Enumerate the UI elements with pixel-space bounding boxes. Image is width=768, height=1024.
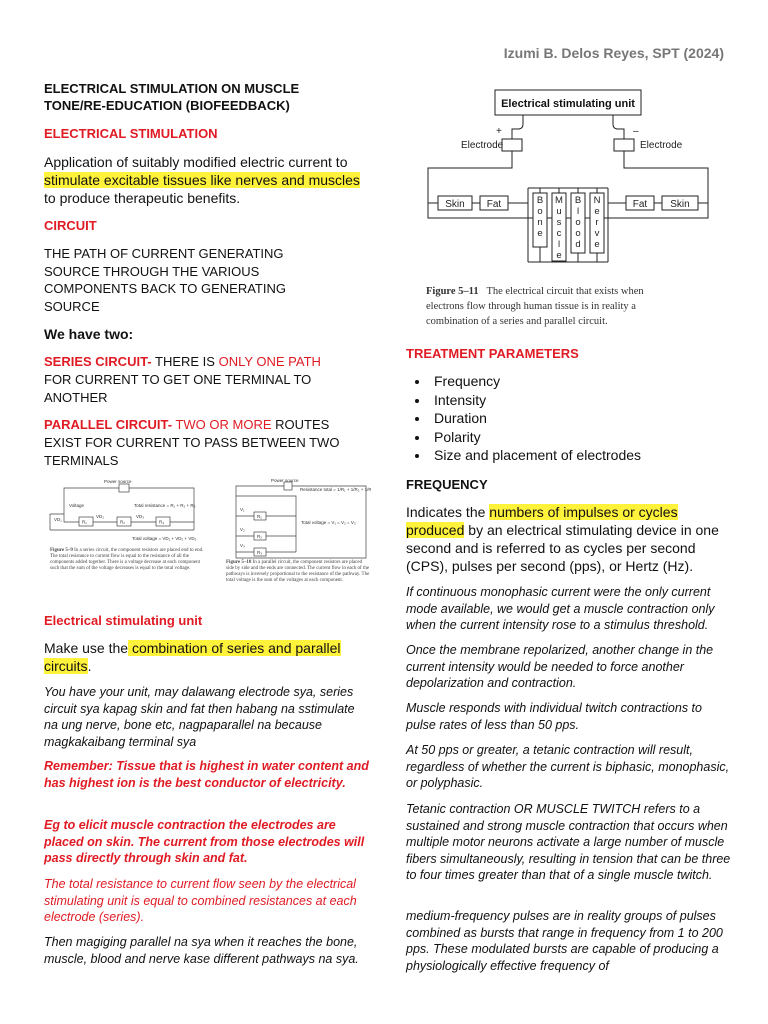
resistor-label: R₁ [257, 514, 262, 519]
note-tetanic: At 50 pps or greater, a tetanic contraction will result, regardless of whether the current is biphasic, monophasic, or polyphasic. [406, 743, 730, 790]
electrode-right [614, 139, 634, 151]
minus-sign: – [633, 126, 639, 137]
parallel-line: EXIST FOR CURRENT TO PASS BETWEEN TWO [44, 435, 340, 450]
skin-label: Skin [445, 199, 465, 210]
es-heading: ELECTRICAL STIMULATION [44, 126, 218, 141]
muscle-letter: u [556, 206, 562, 217]
parameter-item: • Intensity [430, 391, 641, 410]
esu-text-post: . [87, 658, 92, 674]
esu-highlight: circuits [44, 658, 88, 674]
plus-sign: + [496, 126, 502, 137]
parallel-text: ROUTES [271, 417, 330, 432]
figure-5-10-caption [226, 560, 371, 584]
series-line: FOR CURRENT TO GET ONE TERMINAL TO [44, 372, 312, 387]
nerve-letter: v [594, 228, 600, 239]
author-header: Izumi B. Delos Reyes, SPT (2024) [503, 45, 724, 61]
blood-letter: l [576, 206, 580, 217]
frequency-heading: FREQUENCY [406, 477, 488, 492]
caption-text: electrons flow through human tissue is in reality a [426, 301, 636, 312]
esu-text-pre: Make use the [44, 640, 129, 656]
parameter-item: • Size and placement of electrodes [430, 446, 641, 465]
circuit-line: SOURCE [44, 298, 100, 314]
vd-label: VD₂ [96, 514, 104, 519]
circuit-definition [44, 245, 369, 315]
total-resistance-note: The total resistance to current flow seen by the electrical stimulating unit is equal to combined resistances at each electrode (series). [44, 877, 357, 924]
es-def-line-3: to produce therapeutic benefits. [44, 190, 241, 206]
figure-5-11-caption [426, 284, 726, 329]
circuit-line: SOURCE THROUGH THE VARIOUS [44, 263, 260, 279]
parameter-item: • Frequency [430, 372, 641, 391]
muscle-letter: M [555, 195, 563, 206]
series-line: ANOTHER [44, 390, 108, 405]
electrode-left [502, 139, 522, 151]
electrode-label: Electrode [461, 140, 504, 151]
freq-highlight: numbers of impulses or cycles [489, 504, 678, 520]
document-title [44, 80, 369, 114]
treatment-parameters-heading: TREATMENT PARAMETERS [406, 346, 579, 361]
series-label: SERIES CIRCUIT- [44, 354, 152, 369]
resistor-label: R₃ [257, 550, 263, 555]
power-source-label: Power source [271, 478, 299, 483]
series-text: THERE IS [151, 354, 219, 369]
nerve-letter: e [594, 239, 600, 250]
parameter-item: • Duration [430, 409, 641, 428]
total-resistance-label: Resistance total = 1/R₁ + 1/R₂ + 1/R₃ [300, 487, 371, 492]
circuit-line: COMPONENTS BACK TO GENERATING [44, 281, 286, 296]
resistor-label: R₁ [82, 519, 87, 525]
bone-letter: o [537, 206, 543, 217]
parallel-red-text: TWO OR MORE [172, 417, 272, 432]
esu-heading: Electrical stimulating unit [44, 613, 203, 628]
parallel-circuit-diagram [226, 478, 371, 560]
figure-parallel-circuit [226, 478, 371, 600]
nerve-letter: r [595, 217, 599, 228]
tissue-circuit-diagram [418, 84, 730, 284]
figure-5-9-caption [50, 548, 210, 572]
es-def-line-1: Application of suitably modified electric current to [44, 154, 348, 170]
note-repolarized: Once the membrane repolarized, another change in the current intensity would be needed to force another depolarization and contraction. [406, 643, 714, 690]
skin-label: Skin [670, 199, 690, 210]
muscle-letter: l [557, 239, 561, 250]
remember-note: Remember: Tissue that is highest in water content and has highest ion is the best conductor of electricity. [44, 759, 369, 790]
frequency-definition [406, 503, 731, 575]
we-have-two: We have two: [44, 326, 134, 342]
figure-series-circuit [44, 478, 214, 598]
vd-label: VD₁ [54, 517, 62, 522]
resistor-label: R₂ [257, 534, 262, 539]
note-medium-frequency: medium-frequency pulses are in reality groups of pulses combined as bursts that range in frequency from 1 to 200 pps. These modulated bursts are capable of producing a physiologically effective frequency of [406, 909, 723, 973]
vd-label: VD₃ [136, 514, 145, 519]
taglish-note: You have your unit, may dalawang electrode sya, series circuit sya kapag skin and fat then habang na sstimulate na ung nerve, bone etc, nagpaparallel na because magkakaibang terminal sya [44, 685, 355, 749]
es-def-highlight: stimulate excitable tissues like nerves and muscles [44, 172, 360, 188]
resistor-label: R₂ [120, 519, 125, 525]
caption-label: Figure 5–9 [50, 548, 73, 553]
series-red-text: ONLY ONE PATH [218, 354, 321, 369]
total-resistance-label: Total resistance = R₁ + R₂ + R₃ [134, 503, 196, 508]
power-source-label: Power source [104, 479, 132, 484]
resistor-label: R₃ [159, 519, 165, 525]
total-voltage-label: Total voltage = V₁ = V₂ = V₃ [301, 520, 356, 525]
parameter-item: • Polarity [430, 428, 641, 447]
freq-highlight: produced [406, 522, 465, 538]
note-twitch: Muscle responds with individual twitch contractions to pulse rates of less than 50 pps. [406, 701, 702, 732]
caption-text: The electrical circuit that exists when [486, 286, 644, 297]
fat-label: Fat [632, 199, 648, 210]
title-line-2: TONE/RE-EDUCATION (BIOFEEDBACK) [44, 98, 290, 113]
electrode-label: Electrode [640, 140, 683, 151]
freq-text: (CPS), pulses per second (pps), or Hertz (Hz). [406, 558, 694, 574]
series-circuit-block [44, 353, 369, 407]
total-voltage-label: Total voltage = VD₁ + VD₂ + VD₃ [132, 536, 197, 541]
circuit-heading: CIRCUIT [44, 218, 97, 233]
caption-text: In a series circuit, the component resistors are placed end to end. The total resistance to current flow is equal to the resistance of all the components added together. There is a voltage decrease at each component such that the sum of the voltage decreases is equal to the total voltage. [50, 548, 204, 571]
parallel-line: TERMINALS [44, 453, 119, 468]
parallel-note: Then magiging parallel na sya when it reaches the bone, muscle, blood and nerve kase different pathways na sya. [44, 935, 359, 966]
blood-letter: o [575, 217, 581, 228]
caption-text: In a parallel circuit, the component resistors are placed side by side and the ends are connected. The current flow in each of the pathways is inversely proportional to the resistance of the pathway. The total voltage is the sum of the voltages at each component. [226, 560, 370, 583]
muscle-letter: e [556, 250, 562, 261]
fat-label: Fat [486, 199, 502, 210]
note-tetanic-definition: Tetanic contraction OR MUSCLE TWITCH refers to a sustained and strong muscle contraction that occurs when multiple motor neurons activate a large number of muscle fibers simultaneously, resulting in tension that can be three to four times greater than that of a single muscle twitch. [406, 802, 731, 882]
circuit-line: THE PATH OF CURRENT GENERATING [44, 246, 284, 261]
series-circuit-diagram [44, 478, 214, 548]
caption-label: Figure 5–10 [226, 560, 252, 565]
freq-text: by an electrical stimulating device in one [464, 522, 719, 538]
blood-letter: B [574, 195, 582, 206]
blood-letter: o [575, 228, 581, 239]
caption-label: Figure 5–11 [426, 286, 479, 297]
note-continuous-current: If continuous monophasic current were the only current mode available, we would get a muscle contraction only when the current intensity rose to a stimulus threshold. [406, 585, 715, 632]
nerve-letter: e [594, 206, 600, 217]
treatment-parameters-list [406, 372, 641, 465]
nerve-letter: N [593, 195, 601, 206]
freq-text: Indicates the [406, 504, 490, 520]
v-label: V₂ [240, 527, 245, 532]
bone-letter: e [537, 228, 543, 239]
parallel-label: PARALLEL CIRCUIT- [44, 417, 173, 432]
bone-letter: n [537, 217, 543, 228]
v-label: V₁ [240, 507, 245, 512]
example-note: Eg to elicit muscle contraction the electrodes are placed on skin. The current from those electrodes will pass directly through skin and fat. [44, 818, 365, 865]
esu-text [44, 639, 369, 675]
v-label: V₃ [240, 543, 245, 548]
title-line-1: ELECTRICAL STIMULATION ON MUSCLE [44, 81, 300, 96]
blood-letter: d [575, 239, 581, 250]
freq-text: second and is referred to as cycles per second [406, 540, 696, 556]
bone-letter: B [536, 195, 544, 206]
unit-label: Electrical stimulating unit [501, 98, 635, 110]
muscle-letter: s [556, 217, 562, 228]
caption-text: combination of a series and parallel circuit. [426, 316, 608, 327]
esu-highlight: combination of series and parallel [128, 640, 341, 656]
figure-tissue-circuit [418, 84, 730, 334]
parallel-circuit-block [44, 416, 369, 470]
voltage-label: Voltage [69, 503, 85, 508]
es-definition [44, 153, 369, 207]
muscle-letter: c [556, 228, 562, 239]
